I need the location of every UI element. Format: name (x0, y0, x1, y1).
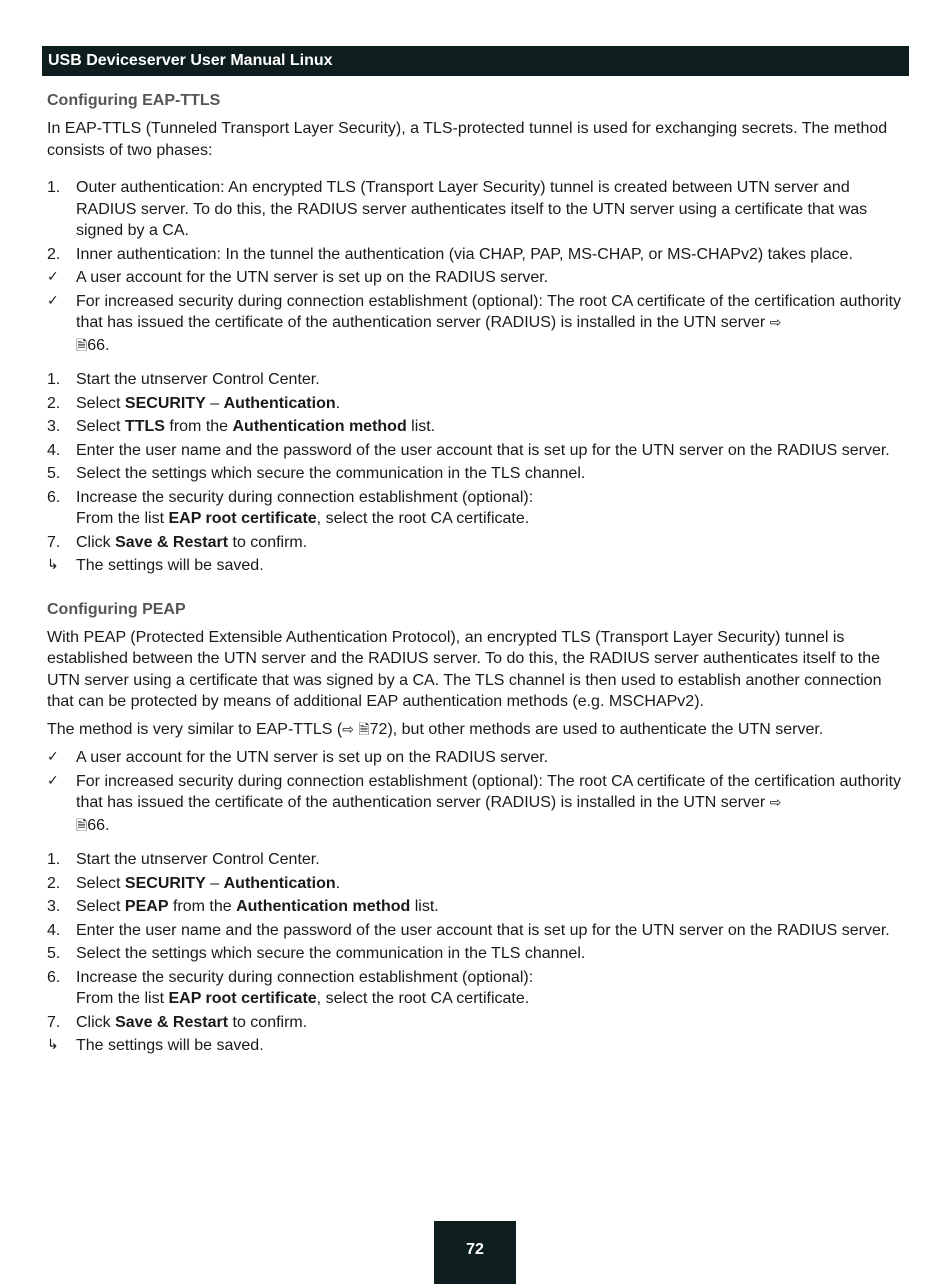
step-item: 3. Select PEAP from the Authentication method list. (47, 898, 439, 915)
checkmark-icon: ✓ (47, 772, 59, 789)
section-eap-ttls (47, 90, 905, 577)
prerequisite-item: ✓ For increased security during connection establishment (optional): The root CA certificate of the certification authority that has issued the certificate of the authentication server (RADIUS) is installed in the UTN server ⇨ 🗎66. (47, 292, 902, 354)
page-number: 72 (434, 1221, 516, 1284)
page-reference-link[interactable]: 72 (369, 720, 388, 738)
step-item: 7. Click Save & Restart to confirm. (47, 1013, 308, 1031)
step-item: 2. Select SECURITY – Authentication. (47, 874, 341, 892)
header-title: USB Deviceserver User Manual Linux (48, 52, 333, 69)
step-item: 6. Increase the security during connection establishment (optional): From the list EAP root certificate, select the root CA certificate. (47, 488, 534, 527)
list-item: 2. Inner authentication: In the tunnel the authentication (via CHAP, PAP, MS-CHAP, or MS-CHAPv2) takes place. (47, 245, 853, 263)
step-item: 6. Increase the security during connection establishment (optional): From the list EAP root certificate, select the root CA certificate. (47, 968, 534, 1007)
document-header (42, 46, 909, 76)
step-item: 1. Start the utnserver Control Center. (47, 371, 320, 388)
page-reference-icon: 🗎 (358, 721, 370, 738)
section-heading: Configuring PEAP (47, 600, 186, 618)
step-item: 1. Start the utnserver Control Center. (47, 851, 320, 868)
page-reference-icon: 🗎 (76, 817, 88, 834)
page-reference-link[interactable]: 66. (87, 816, 110, 834)
similar-paragraph: The method is very similar to EAP-TTLS (⇨ 🗎72), but other methods are used to authenticate the UTN server. (47, 720, 824, 738)
checkmark-icon: ✓ (47, 292, 59, 309)
section-peap (47, 599, 905, 1057)
prerequisite-list (47, 747, 905, 837)
intro-paragraph: In EAP-TTLS (Tunneled Transport Layer Security), a TLS-protected tunnel is used for exchanging secrets. The method consists of two phases: (47, 120, 888, 159)
result-arrow-icon: ↳ (47, 557, 59, 573)
arrow-right-icon: ⇨ (342, 721, 354, 738)
step-item: 7. Click Save & Restart to confirm. (47, 533, 308, 551)
step-item: 4. Enter the user name and the password of the user account that is set up for the UTN server on the RADIUS server. (47, 441, 890, 459)
step-item: 4. Enter the user name and the password of the user account that is set up for the UTN server on the RADIUS server. (47, 921, 890, 939)
step-item: 2. Select SECURITY – Authentication. (47, 394, 341, 412)
prerequisite-item: ✓ A user account for the UTN server is set up on the RADIUS server. (47, 747, 905, 769)
step-item: 3. Select TTLS from the Authentication method list. (47, 418, 436, 435)
intro-paragraph: With PEAP (Protected Extensible Authentication Protocol), an encrypted TLS (Transport Layer Security) tunnel is established between the UTN server and the RADIUS server. To do this, the RADIUS server authenticates itself to the UTN server using a certificate that was signed by a CA. The TLS channel is then used to establish another connection that can be protected by means of additional EAP authentication methods (e.g. MSCHAPv2). (47, 628, 882, 710)
list-item: 1. Outer authentication: An encrypted TLS (Transport Layer Security) tunnel is created between UTN server and RADIUS server. To do this, the RADIUS server authenticates itself to the UTN server using a certificate that was signed by a CA. (47, 179, 868, 239)
prerequisite-item: ✓ For increased security during connection establishment (optional): The root CA certificate of the certification authority that has issued the certificate of the authentication server (RADIUS) is installed in the UTN server ⇨ 🗎66. (47, 772, 902, 834)
result-item: ↳ The settings will be saved. (47, 1035, 905, 1057)
arrow-right-icon: ⇨ (769, 795, 782, 811)
step-item: 5. Select the settings which secure the communication in the TLS channel. (47, 465, 586, 482)
page-content (47, 90, 905, 1059)
step-list (47, 369, 905, 577)
arrow-right-icon: ⇨ (769, 315, 782, 331)
page-reference-link[interactable]: 66. (87, 336, 110, 354)
prerequisite-item: ✓ A user account for the UTN server is set up on the RADIUS server. (47, 267, 905, 289)
checkmark-icon: ✓ (47, 749, 59, 765)
result-item: ↳ The settings will be saved. (47, 555, 905, 577)
step-list (47, 849, 905, 1057)
step-item: 5. Select the settings which secure the communication in the TLS channel. (47, 945, 586, 962)
result-arrow-icon: ↳ (47, 1037, 59, 1053)
checkmark-icon: ✓ (47, 269, 59, 285)
section-heading: Configuring EAP-TTLS (47, 92, 221, 109)
page-reference-icon: 🗎 (76, 337, 88, 354)
phase-list (47, 177, 905, 357)
